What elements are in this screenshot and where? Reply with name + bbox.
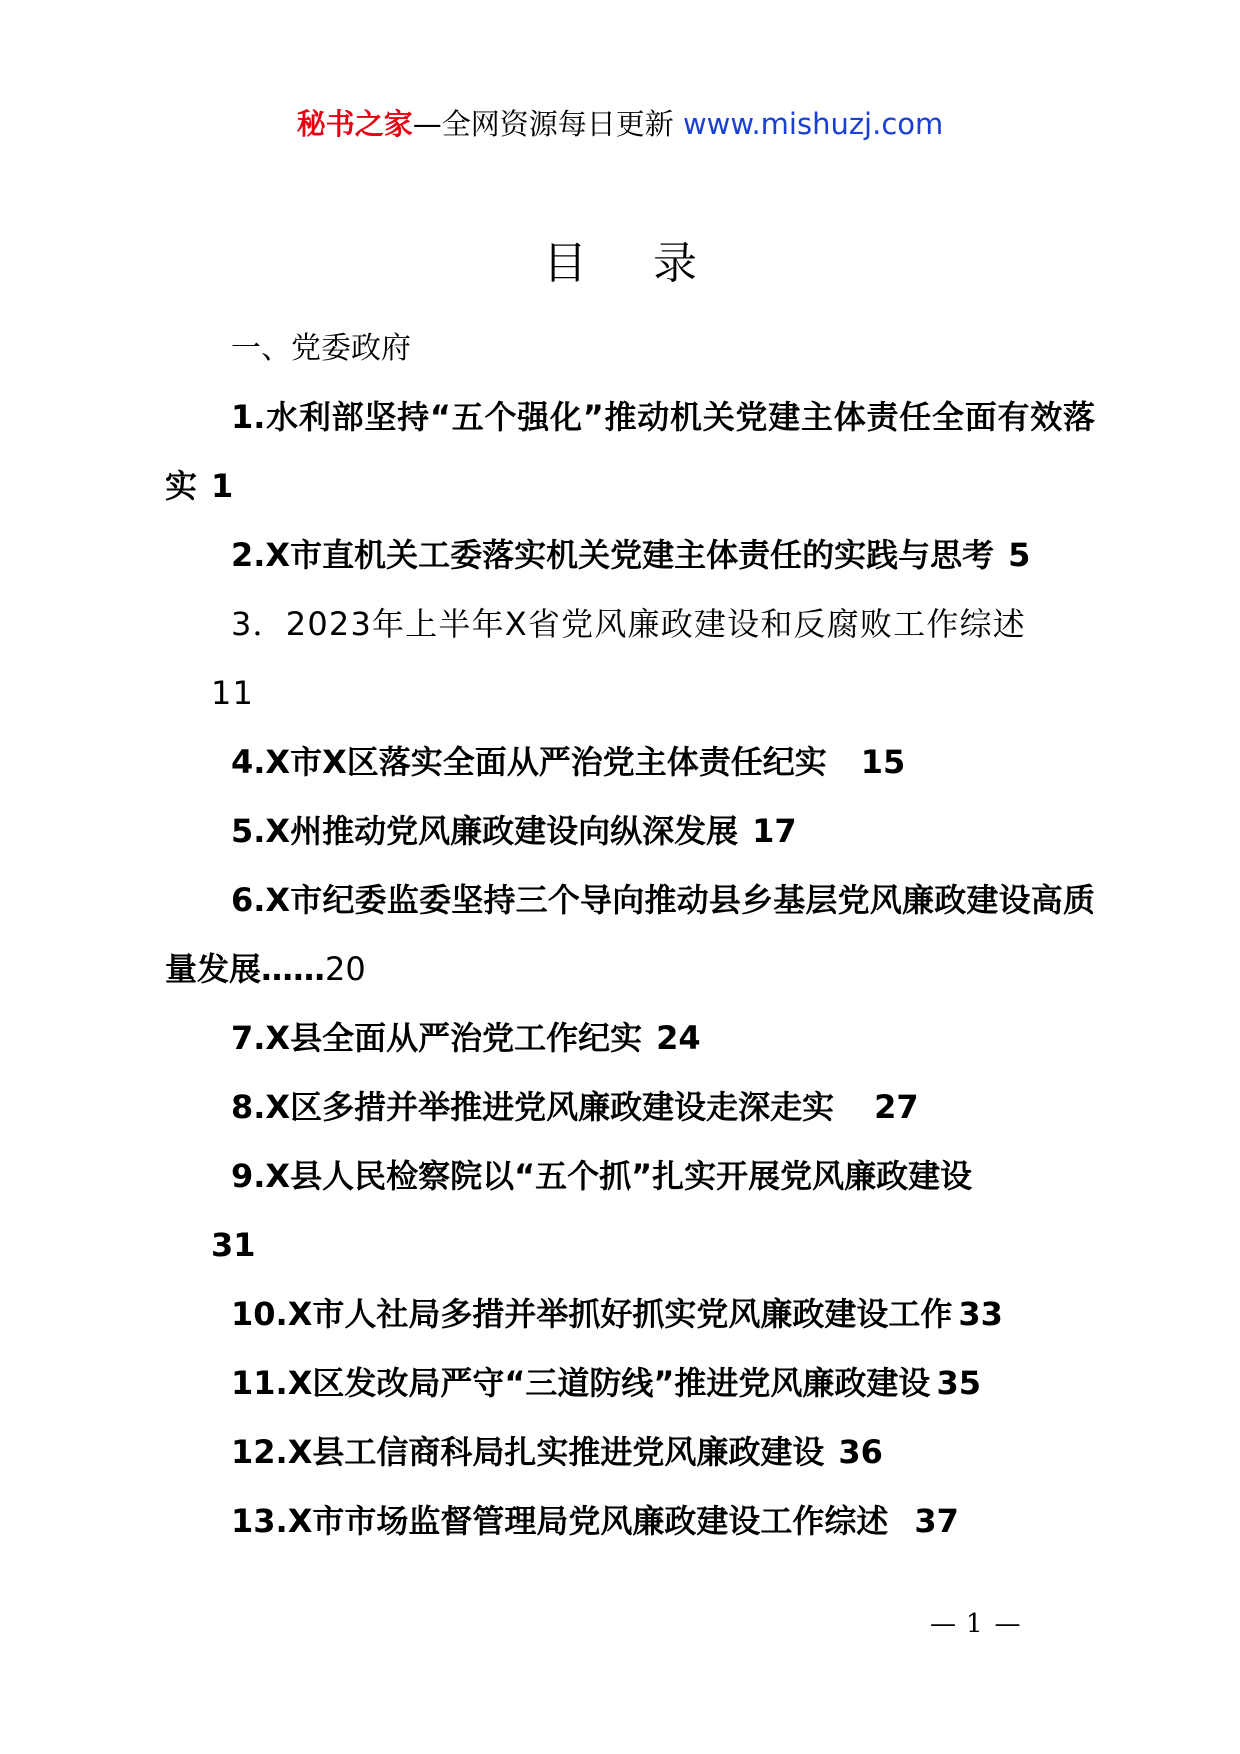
- toc-entry-page: 33: [958, 1295, 1003, 1333]
- toc-entry-text: 12.X县工信商科局扎实推进党风廉政建设: [231, 1433, 825, 1471]
- toc-entry-11[interactable]: [165, 1349, 1095, 1418]
- toc-entry-13[interactable]: [165, 1487, 1095, 1556]
- toc-entry-8[interactable]: [165, 1073, 1095, 1142]
- toc-entry-page: 24: [656, 1019, 701, 1057]
- toc-entry-text: 2.X市直机关工委落实机关党建主体责任的实践与思考: [231, 536, 995, 574]
- footer-dash-right: —: [994, 1609, 1019, 1639]
- toc-entry-text: 11.X区发改局严守“三道防线”推进党风廉政建设: [231, 1364, 931, 1402]
- toc-entry-text: 9.X县人民检察院以“五个抓”扎实开展党风廉政建设: [231, 1157, 973, 1195]
- toc-entry-page: 15: [860, 743, 906, 781]
- toc-entry-2[interactable]: [165, 521, 1095, 590]
- toc-entry-5[interactable]: [165, 797, 1095, 866]
- toc-entry-text: 1.水利部坚持“五个强化”推动机关党建主体责任全面有效落实: [165, 398, 1095, 505]
- page-footer: [930, 1606, 1019, 1642]
- toc-entry-7[interactable]: [165, 1004, 1095, 1073]
- toc-entry-page: 37: [914, 1502, 959, 1540]
- toc-entry-6[interactable]: [165, 866, 1095, 1004]
- toc-entry-text: 6.X市纪委监委坚持三个导向推动县乡基层党风廉政建设高质量发展……: [165, 881, 1095, 988]
- toc-entry-page: 20: [325, 950, 366, 988]
- toc-entry-10[interactable]: [165, 1280, 1095, 1349]
- toc-entry-page: 35: [936, 1364, 981, 1402]
- toc-entry-text: 7.X县全面从严治党工作纪实: [231, 1019, 643, 1057]
- site-url-link[interactable]: www.mishuzj.com: [682, 107, 944, 141]
- toc-entry-page: 17: [752, 812, 797, 850]
- toc-entry-text: 4.X市X区落实全面从严治党主体责任纪实: [231, 743, 827, 781]
- toc-entry-4[interactable]: [165, 728, 1095, 797]
- toc-entry-text: 3．2023年上半年X省党风廉政建设和反腐败工作综述: [231, 605, 1026, 643]
- toc-entry-text: 8.X区多措并举推进党风廉政建设走深走实: [231, 1088, 835, 1126]
- toc-entry-page: 31: [211, 1226, 256, 1264]
- page-number: 1: [966, 1609, 983, 1639]
- toc-entry-page: 11: [211, 674, 255, 712]
- toc-entry-1[interactable]: [165, 383, 1095, 521]
- toc-entry-9[interactable]: [165, 1142, 1095, 1280]
- toc-entry-3[interactable]: [165, 590, 1095, 728]
- toc-entry-page: 36: [838, 1433, 883, 1471]
- toc-entry-text: 10.X市人社局多措并举抓好抓实党风廉政建设工作: [231, 1295, 953, 1333]
- site-header: [0, 102, 1240, 146]
- section-heading: 一、党委政府: [231, 331, 411, 366]
- toc-entry-page: 27: [874, 1088, 919, 1126]
- table-of-contents: [165, 314, 1095, 1556]
- toc-entry-text: 5.X州推动党风廉政建设向纵深发展: [231, 812, 739, 850]
- toc-entry-page: 5: [1008, 536, 1031, 574]
- header-tagline: —全网资源每日更新: [412, 107, 674, 141]
- toc-title: 目 录: [543, 238, 723, 289]
- toc-entry-text: 13.X市市场监督管理局党风廉政建设工作综述: [231, 1502, 889, 1540]
- brand-name: 秘书之家: [296, 107, 413, 141]
- footer-dash-left: —: [930, 1609, 954, 1639]
- toc-entry-page: 1: [211, 467, 234, 505]
- toc-entry-12[interactable]: [165, 1418, 1095, 1487]
